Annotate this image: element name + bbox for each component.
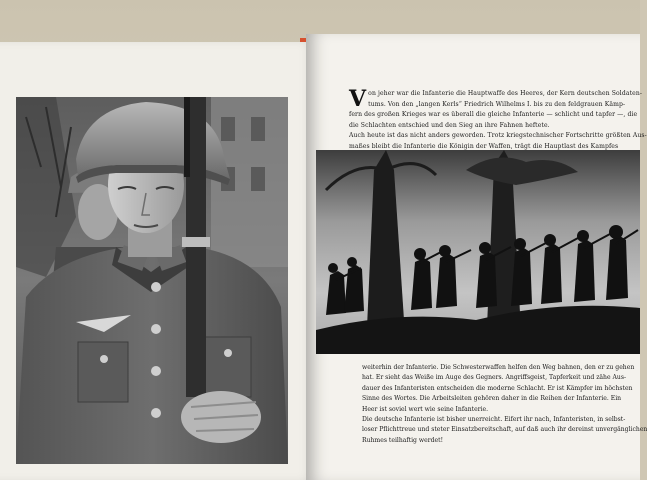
closing-line: loser Pflichttreue und steter Einsatzbereitschaft, auf daß auch ihr dereinst unvergänglichen <box>362 426 647 434</box>
intro-line: die Schlachten entschied und den Sieg an ihre Fahnen heftete. <box>349 121 550 129</box>
intro-line: tums. Von den „langen Kerls“ Friedrich Wilhelms I. bis zu den feldgrauen Kämp- <box>368 100 626 108</box>
intro-line: on jeher war die Infanterie die Hauptwaffe des Heeres, der Kern deutschen Soldaten- <box>368 90 643 97</box>
closing-line: hat. Er sieht das Weiße im Auge des Gegners. Angriffsgeist, Tapferkeit und zähe Aus- <box>362 374 627 382</box>
soldier-portrait-illustration <box>16 97 288 464</box>
intro-line: Auch heute ist das nicht anders geworden. Trotz kriegstechnischer Fortschritte größten Aus- <box>349 132 647 140</box>
marching-silhouette-illustration <box>316 150 640 354</box>
closing-line: Sinne des Wortes. Die Arbeitsleiten gehören daher in die Reihen der Infanterie. Ein <box>362 395 622 403</box>
closing-line: weiterhin der Infanterie. Die Schwesterwaffen helfen den Weg bahnen, den er zu gehen <box>362 364 635 371</box>
intro-paragraph <box>349 86 647 153</box>
intro-line: maßes bleibt die Infanterie die Königin der Waffen, trägt die Hauptlast des Kampfes <box>349 142 619 150</box>
intro-line: fern des großen Krieges war es überall die gleiche Infanterie — schlicht und tapfer —, die <box>349 111 638 119</box>
closing-line: dauer des Infanteristen entscheiden die moderne Schlacht. Er ist Kämpfer im höchsten <box>362 384 633 392</box>
soldier-portrait-photo <box>16 97 288 464</box>
closing-paragraph <box>362 363 647 446</box>
dropcap: V <box>349 86 367 112</box>
closing-line: Heer ist soviel wert wie seine Infanterie. <box>362 405 489 413</box>
closing-line: Ruhmes teilhaftig werdet! <box>362 436 444 444</box>
marching-soldiers-photo <box>316 150 640 354</box>
closing-line: Die deutsche Infanterie ist bisher unerreicht. Eifert ihr nach, Infanteristen, in selbst- <box>362 416 626 424</box>
